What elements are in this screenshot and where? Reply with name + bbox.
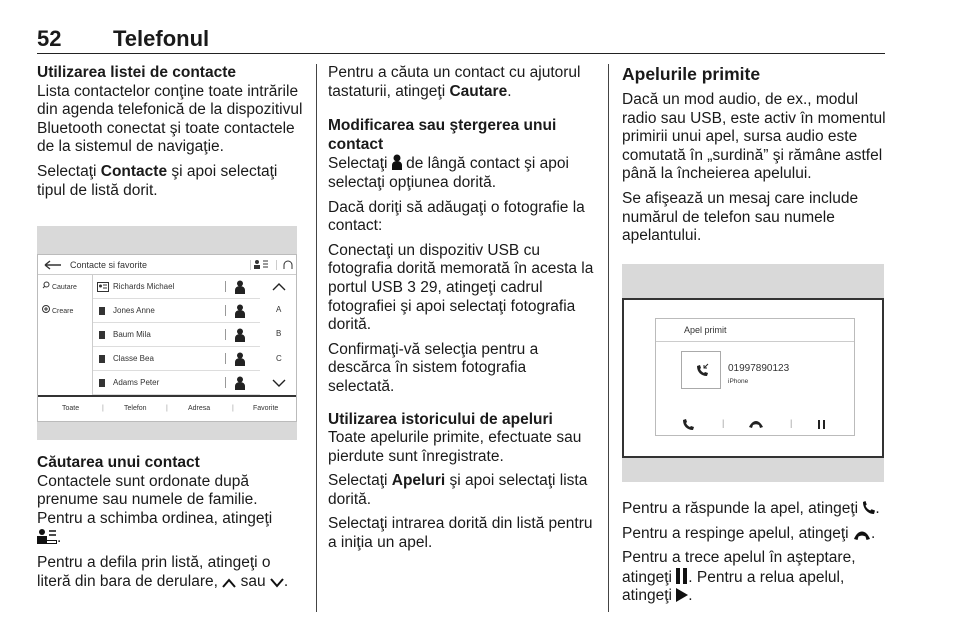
page-number: 52 (37, 26, 62, 51)
paragraph: Pentru a trece apelul în aşteptare, atingeţi . Pentru a relua apelul, atingeţi . (622, 549, 856, 605)
paragraph: Selectaţi intrarea dorită din listă pentru a iniţia un apel. (328, 515, 593, 552)
section-heading: Apelurile primite (622, 64, 761, 84)
scroll-letter[interactable]: B (276, 329, 282, 338)
column-1-lower (37, 454, 305, 597)
search-icon (42, 281, 50, 289)
chevron-up-icon (222, 578, 236, 588)
column-3 (622, 64, 890, 252)
paragraph: Confirmaţi-vă selecţia pentru a descărca în sistem fotografia selectată. (328, 340, 539, 395)
person-icon[interactable] (235, 280, 245, 294)
scroll-letter[interactable]: C (276, 354, 282, 363)
column-divider (316, 64, 317, 612)
contact-name: Adams Peter (113, 378, 160, 387)
screen-top-bar (38, 255, 296, 275)
contact-row[interactable] (93, 299, 260, 323)
paragraph: Pentru a defila prin listă, atingeţi o literă din bara de derulare, sau . (37, 553, 289, 590)
incoming-call-screen (622, 298, 884, 458)
chevron-down-icon (270, 578, 284, 588)
phone-icon (99, 331, 105, 339)
screen-left-menu (38, 275, 93, 395)
page-title: Telefonul (113, 26, 210, 51)
section-heading: Modificarea sau ştergerea unui contact (328, 117, 557, 153)
call-buttons: | | (656, 415, 854, 435)
phone-link-icon[interactable] (276, 259, 294, 271)
reject-call-icon[interactable] (748, 420, 764, 428)
incoming-call-figure (622, 264, 884, 482)
column-1 (37, 64, 305, 206)
paragraph: Conectaţi un dispozitiv USB cu fotografia dorită memorată în acesta la portul USB 3 29, atingeţi cadrul fotografiei şi apoi selectaţi fotografia dorită. (328, 241, 594, 334)
paragraph: Lista contactelor conţine toate intrările din agenda telefonică de la dispozitivul Bluetooth conectat şi toate contactele de la sistemul de navigaţie. (37, 82, 303, 156)
section-heading: Utilizarea istoricului de apeluri (328, 410, 553, 428)
person-icon[interactable] (235, 352, 245, 366)
contact-name: Classe Bea (113, 354, 154, 363)
caller-device: iPhone (728, 378, 749, 385)
paragraph: Dacă doriţi să adăugaţi o fotografie la contact: (328, 198, 585, 235)
column-2 (328, 64, 596, 559)
phone-icon (99, 355, 105, 363)
tab-address[interactable]: Adresa (188, 405, 211, 412)
search-menu-item[interactable]: Cautare (42, 281, 77, 291)
contact-type-tabs: Toate | Telefon | Adresa | Favorite (38, 395, 296, 422)
pause-icon (676, 568, 688, 584)
page-header (37, 26, 885, 54)
paragraph: Pentru a respinge apelul, atingeţi . (622, 524, 876, 542)
create-menu-item[interactable]: Creare (42, 305, 73, 315)
phone-icon (99, 379, 105, 387)
dialog-title: Apel primit (684, 325, 727, 335)
contact-card-icon (97, 282, 109, 292)
plus-circle-icon (42, 305, 50, 313)
contact-name: Jones Anne (113, 306, 155, 315)
caller-photo-frame (681, 351, 721, 389)
scroll-letter[interactable]: A (276, 305, 282, 314)
section-heading: Căutarea unui contact (37, 454, 200, 471)
play-icon (676, 588, 688, 602)
hold-call-icon[interactable] (818, 420, 826, 429)
person-icon[interactable] (235, 304, 245, 318)
person-icon[interactable] (235, 328, 245, 342)
scroll-down-icon[interactable] (272, 379, 286, 387)
tab-all[interactable]: Toate (62, 405, 80, 412)
column-divider (608, 64, 609, 612)
contact-row[interactable] (93, 275, 260, 299)
paragraph: Selectaţi de lângă contact şi apoi selectaţi opţiunea dorită. (328, 155, 569, 191)
contact-row[interactable] (93, 347, 260, 371)
column-3-lower (622, 500, 890, 612)
back-arrow-icon[interactable] (44, 260, 62, 270)
tab-favorites[interactable]: Favorite (253, 405, 279, 412)
screen-title: Contacte si favorite (70, 260, 148, 270)
contact-row[interactable] (93, 371, 260, 395)
paragraph: Selectaţi Apeluri şi apoi selectaţi lista dorită. (328, 472, 588, 508)
paragraph: Pentru a căuta un contact cu ajutorul tastaturii, atingeţi Cautare. (328, 64, 581, 100)
section-heading: Utilizarea listei de contacte (37, 64, 236, 81)
contact-row[interactable] (93, 323, 260, 347)
person-icon[interactable] (235, 376, 245, 390)
paragraph: Pentru a răspunde la apel, atingeţi . (622, 500, 880, 517)
letter-scroll-bar (260, 275, 298, 395)
sort-order-icon (37, 528, 57, 544)
contact-name: Baum Mila (113, 330, 151, 339)
incoming-call-icon (694, 363, 710, 379)
sort-order-icon[interactable] (250, 259, 272, 271)
answer-call-icon (862, 501, 875, 515)
person-icon (392, 154, 402, 170)
tab-phone[interactable]: Telefon (124, 405, 147, 412)
paragraph: Se afişează un mesaj care include numărul de telefon sau numele apelantului. (622, 189, 859, 245)
contacts-screen (37, 254, 297, 422)
paragraph: Contactele sunt ordonate după prenume sau numele de familie. Pentru a schimba ordinea, atingeţi . (37, 472, 273, 547)
contacts-screen-figure (37, 226, 297, 440)
phone-icon (99, 307, 105, 315)
caller-number: 01997890123 (728, 363, 790, 374)
scroll-up-icon[interactable] (272, 283, 286, 291)
contact-name: Richards Michael (113, 282, 175, 291)
paragraph: Dacă un mod audio, de ex., modul radio sau USB, este activ în momentul primirii unui apel, sursa audio este comutată în „surdină” şi rămâne astfel până la încheierea apelului. (622, 91, 886, 183)
answer-call-icon[interactable] (682, 419, 694, 431)
paragraph: Selectaţi Contacte şi apoi selectaţi tipul de listă dorit. (37, 162, 278, 199)
reject-call-icon (853, 530, 871, 540)
paragraph: Toate apelurile primite, efectuate sau pierdute sunt înregistrate. (328, 429, 582, 465)
call-dialog (655, 318, 855, 436)
